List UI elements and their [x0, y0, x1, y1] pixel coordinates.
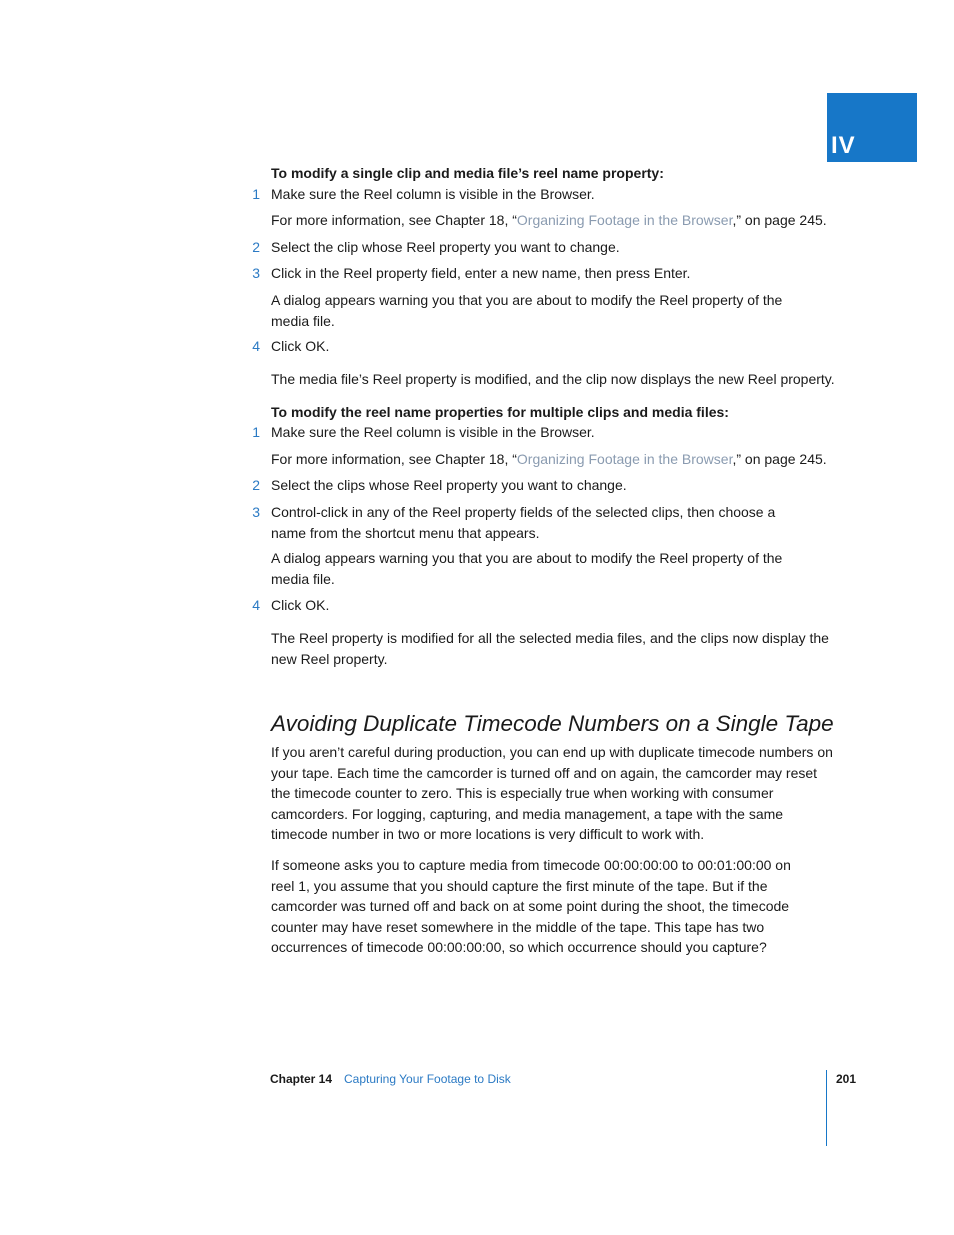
section3-paragraph-2: If someone asks you to capture media from timecode 00:00:00:00 to 00:01:00:00 on reel 1, you assume that you should capture the first minute of the tape. But if the camcorder was turned off and back on at some point during the shoot, the timecode counter may have reset somewhere in the middle of the tape. This tape has two occurrences of timecode 00:00:00:00, so which occurrence should you capture? — [271, 857, 791, 955]
section2-step1-info-pre: For more information, see Chapter 18, “ — [271, 451, 517, 467]
section1-heading: To modify a single clip and media file’s reel name property: — [271, 165, 664, 181]
footer-divider — [826, 1070, 827, 1146]
section1-step1-info-pre: For more information, see Chapter 18, “ — [271, 212, 517, 228]
section1-step3-number: 3 — [252, 265, 260, 281]
section2-step3: Control-click in any of the Reel property fields of the selected clips, then choose a name from the shortcut menu that appears. — [271, 504, 776, 541]
section1-result: The media file’s Reel property is modified, and the clip now displays the new Reel property. — [271, 371, 835, 387]
section1-step1: Make sure the Reel column is visible in the Browser. — [271, 186, 595, 202]
footer-chapter-title-link[interactable]: Capturing Your Footage to Disk — [344, 1072, 511, 1086]
part-tab — [827, 93, 917, 162]
section1-step1-info — [271, 210, 827, 231]
section1-organizing-footage-link[interactable]: Organizing Footage in the Browser — [516, 212, 733, 228]
section2-step4-number: 4 — [252, 597, 260, 613]
section2-step2-number: 2 — [252, 477, 260, 493]
section1-step3: Click in the Reel property field, enter a new name, then press Enter. — [271, 265, 691, 281]
section1-step3-info: A dialog appears warning you that you are about to modify the Reel property of the media file. — [271, 292, 783, 329]
section1-step4: Click OK. — [271, 338, 330, 354]
section2-organizing-footage-link[interactable]: Organizing Footage in the Browser — [516, 451, 733, 467]
section2-step1-number: 1 — [252, 424, 260, 440]
section1-step2-number: 2 — [252, 239, 260, 255]
footer-page-number: 201 — [836, 1072, 857, 1086]
section2-step1: Make sure the Reel column is visible in the Browser. — [271, 424, 595, 440]
section2-step4: Click OK. — [271, 597, 330, 613]
part-tab-label: IV — [831, 132, 856, 159]
section2-step2: Select the clips whose Reel property you want to change. — [271, 477, 627, 493]
section2-step1-info-post: ,” on page 245. — [732, 451, 827, 467]
section2-step3-number: 3 — [252, 504, 260, 520]
section2-result: The Reel property is modified for all the selected media files, and the clips now display the new Reel property. — [271, 630, 829, 667]
section1-step1-number: 1 — [252, 186, 260, 202]
section2-step3-info: A dialog appears warning you that you are about to modify the Reel property of the media file. — [271, 550, 783, 587]
section1-step1-info-post: ,” on page 245. — [732, 212, 827, 228]
footer-chapter: Chapter 14 — [270, 1072, 333, 1086]
section1-step4-number: 4 — [252, 338, 260, 354]
section-title: Avoiding Duplicate Timecode Numbers on a Single Tape — [271, 711, 834, 736]
section2-step1-info — [271, 449, 827, 470]
section3-paragraph-1: If you aren’t careful during production, you can end up with duplicate timecode numbers on your tape. Each time the camcorder is turned off and on again, the camcorder may reset the timecode counter to zero. This is especially true when working with consumer camcorders. For logging, capturing, and media management, a tape with the same timecode number in two or more locations is very difficult to work with. — [271, 744, 833, 842]
section2-heading: To modify the reel name properties for multiple clips and media files: — [271, 404, 729, 420]
section1-step2: Select the clip whose Reel property you want to change. — [271, 239, 620, 255]
